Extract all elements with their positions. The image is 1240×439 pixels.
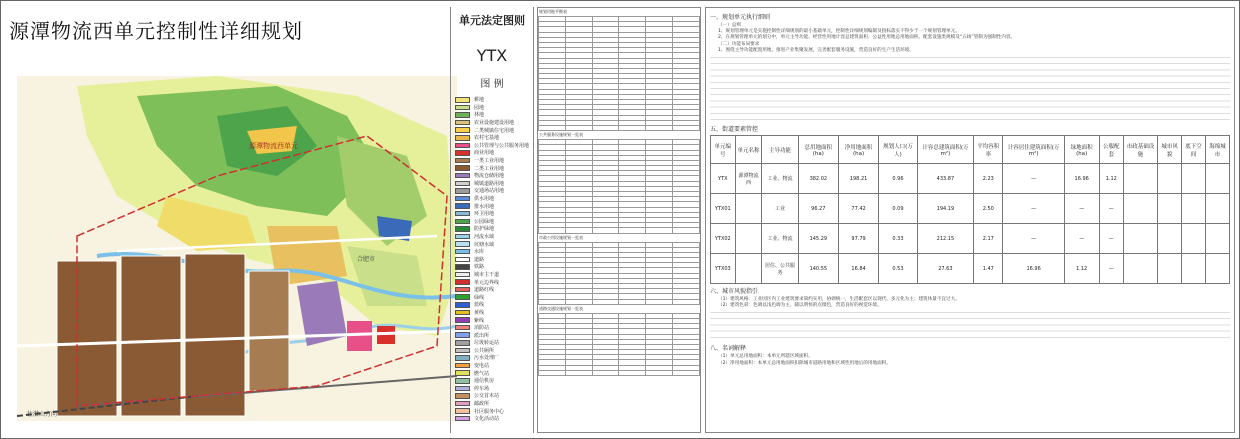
legend-item — [455, 354, 533, 362]
unit-control-table — [710, 135, 1230, 284]
legend-label: 商业用地 — [474, 150, 495, 157]
paragraph: （1）单元总用地面积：本单元所辖区域面积。 — [718, 354, 813, 360]
paragraph: 2、在规划管理单元的划分中，单元主导功能、经营性用地计容总建筑面积、公益性用地总用地面积、配套设施类规模及“五线”管制为强制性内容。 — [718, 35, 1016, 41]
legend-swatch — [455, 249, 470, 255]
legend-swatch — [455, 226, 470, 232]
legend-label: 绿线 — [474, 294, 485, 301]
legend-swatch — [455, 211, 470, 217]
table-cell: — — [1003, 164, 1064, 194]
table-cell: 1.47 — [974, 254, 1003, 284]
legend-label: 农村宅基地 — [474, 135, 500, 142]
legend-label: 园地 — [474, 104, 485, 111]
legend-swatch — [455, 279, 470, 285]
table-header-cell: 单元编号 — [711, 136, 736, 164]
legend-panel — [450, 7, 534, 433]
table-cell — [1182, 194, 1206, 224]
paragraph-filler — [710, 309, 1230, 341]
legend-item — [455, 225, 533, 233]
legend-swatch — [455, 241, 470, 247]
legend-label: 坑塘水域 — [474, 241, 495, 248]
table-cell: 16.96 — [1003, 254, 1064, 284]
table-header-cell: 海绵城市 — [1205, 136, 1229, 164]
table-cell: 工业、物流 — [762, 224, 798, 254]
table-cell — [1123, 254, 1157, 284]
legend-item — [455, 104, 533, 112]
table-cell: 0.96 — [879, 164, 918, 194]
table-cell: — — [1064, 224, 1099, 254]
legend-item — [455, 278, 533, 286]
section-title: 八、名词解释 — [710, 345, 747, 353]
table-header-cell: 底下空间 — [1182, 136, 1206, 164]
table-header-cell: 绿地面积(ha) — [1064, 136, 1099, 164]
land-use-map — [17, 76, 457, 421]
legend-item — [455, 240, 533, 248]
table-cell: YTX02 — [711, 224, 736, 254]
table-cell: — — [1064, 194, 1099, 224]
table-row — [711, 164, 1230, 194]
table-cell — [1205, 224, 1229, 254]
table-cell — [673, 299, 700, 304]
section-title: 一、规划单元执行细则 — [710, 14, 771, 21]
table-header-cell: 总用地面积(ha) — [798, 136, 838, 164]
legend-item — [455, 362, 533, 370]
table-cell: YTX — [711, 164, 736, 194]
legend-label: 黄线 — [474, 309, 485, 316]
legend-swatch — [455, 408, 470, 414]
table-cell — [735, 194, 762, 224]
paragraph-filler — [710, 54, 1230, 122]
legend-label: 林地 — [474, 112, 485, 119]
legend-item — [455, 164, 533, 172]
legend-label: 公园绿地 — [474, 218, 495, 225]
table-cell — [735, 254, 762, 284]
table-cell: 194.19 — [917, 194, 973, 224]
legend-item — [455, 324, 533, 332]
table-cell — [565, 228, 592, 233]
table-cell — [673, 370, 700, 375]
table-cell: — — [1099, 194, 1123, 224]
table-cell — [673, 125, 700, 130]
legend-swatch — [455, 378, 470, 384]
legend-label: 河流水域 — [474, 233, 495, 240]
paragraph: （2）建筑色彩：色调以浅色调为主，辅以明快的点缀色，营造良好的视觉环境。 — [718, 303, 882, 309]
table-caption-public: 公共服务设施规划一览表 — [539, 132, 583, 138]
table-header-cell: 城市风貌 — [1158, 136, 1182, 164]
table-cell — [539, 228, 566, 233]
table-cell: 198.21 — [838, 164, 878, 194]
legend-swatch — [455, 310, 470, 316]
legend-item — [455, 255, 533, 263]
table-cell: 16.96 — [1064, 164, 1099, 194]
legend-item — [455, 172, 533, 180]
legend-item — [455, 400, 533, 408]
table-cell: 0.09 — [879, 194, 918, 224]
table-cell: — — [1003, 224, 1064, 254]
table-row — [711, 254, 1230, 284]
legend-label: 公共管理与公共服务用地 — [474, 142, 530, 149]
table-cell — [619, 228, 646, 233]
legend-label: 水库 — [474, 249, 485, 256]
legend-item — [455, 126, 533, 134]
legend-label: 城市主干道 — [474, 271, 500, 278]
legend-item — [455, 369, 533, 377]
legend-item — [455, 202, 533, 210]
table-cell: 1.12 — [1099, 164, 1123, 194]
legend-label: 防护绿地 — [474, 226, 495, 233]
legend-label: 派出所 — [474, 332, 490, 339]
legend-item — [455, 331, 533, 339]
table-cell — [1158, 164, 1182, 194]
map-label-unit: 源潭物流西单元 — [249, 142, 298, 150]
legend-item — [455, 339, 533, 347]
legend-swatch — [455, 203, 470, 209]
legend-swatch — [455, 401, 470, 407]
legend-swatch — [455, 386, 470, 392]
table-cell: — — [1003, 194, 1064, 224]
landuse-table — [538, 16, 700, 131]
table-cell — [592, 299, 619, 304]
legend-label: 公交首末站 — [474, 393, 500, 400]
legend-swatch — [455, 317, 470, 323]
table-cell: 工业、物流 — [762, 164, 798, 194]
legend-label: 文化活动站 — [474, 416, 500, 423]
legend-swatch — [455, 219, 470, 225]
legend-swatch — [455, 370, 470, 376]
table-cell — [619, 370, 646, 375]
paragraph: （二）功能布局要求 — [718, 41, 760, 47]
legend-swatch — [455, 165, 470, 171]
legend-swatch — [455, 97, 470, 103]
legend-swatch — [455, 294, 470, 300]
table-row — [711, 224, 1230, 254]
legend-swatch — [455, 302, 470, 308]
table-cell: 27.63 — [917, 254, 973, 284]
table-cell — [1205, 164, 1229, 194]
table-cell: 433.87 — [917, 164, 973, 194]
legend-item — [455, 195, 533, 203]
legend-swatch — [455, 393, 470, 399]
legend-label: 变电站 — [474, 363, 490, 370]
table-cell: — — [1099, 224, 1123, 254]
legend-swatch — [455, 257, 470, 263]
table-cell — [592, 370, 619, 375]
table-cell: — — [1099, 254, 1123, 284]
table-cell — [1123, 224, 1157, 254]
legend-swatch — [455, 363, 470, 369]
table-header-cell: 单元名称 — [735, 136, 762, 164]
legend-item — [455, 218, 533, 226]
legend-item — [455, 407, 533, 415]
legend-label: 物流仓储用地 — [474, 173, 505, 180]
legend-item — [455, 293, 533, 301]
table-cell — [539, 370, 566, 375]
legend-label: 交通场站用地 — [474, 188, 505, 195]
table-cell — [646, 370, 673, 375]
legend-item — [455, 392, 533, 400]
table-cell — [565, 125, 592, 130]
legend-item — [455, 180, 533, 188]
table-cell — [539, 299, 566, 304]
table-cell: 工业 — [762, 194, 798, 224]
legend-swatch — [455, 150, 470, 156]
table-header-cell: 平均容积率 — [974, 136, 1003, 164]
table-cell: 居住、公共服务 — [762, 254, 798, 284]
table-cell — [673, 228, 700, 233]
legend-list — [451, 96, 533, 423]
table-cell — [646, 228, 673, 233]
legend-swatch — [455, 120, 470, 126]
table-cell: 140.55 — [798, 254, 838, 284]
table-cell — [1182, 164, 1206, 194]
page-title: 源潭物流西单元控制性详细规划 — [9, 19, 303, 43]
table-row — [711, 194, 1230, 224]
table-cell — [1158, 254, 1182, 284]
legend-item — [455, 316, 533, 324]
table-cell — [1158, 194, 1182, 224]
legend-label: 消防站 — [474, 325, 490, 332]
map-label-city: 合肥市 — [357, 256, 376, 263]
legend-item — [455, 248, 533, 256]
paragraph: （一）总则 — [718, 23, 741, 28]
legend-swatch — [455, 196, 470, 202]
table-cell: YTX01 — [711, 194, 736, 224]
legend-label: 紫线 — [474, 317, 485, 324]
legend-item — [455, 134, 533, 142]
table-header-cell: 市政基础设施 — [1123, 136, 1157, 164]
legend-swatch — [455, 264, 470, 270]
legend-item — [455, 111, 533, 119]
municipal-table — [538, 242, 700, 305]
data-tables-panel — [537, 7, 701, 433]
paragraph: （1）建筑风格：工业园区内工业建筑要求简约实用，协调统一，生活配套区以现代、多元化为主；建筑体量不宜过大。 — [718, 297, 960, 303]
legend-item — [455, 263, 533, 271]
table-cell — [1123, 164, 1157, 194]
table-header-cell: 主导功能 — [762, 136, 798, 164]
legend-label: 农业设施建设用地 — [474, 120, 515, 127]
table-caption-landuse: 规划用地平衡表 — [539, 9, 567, 14]
table-cell — [646, 299, 673, 304]
table-header-cell: 公服配套 — [1099, 136, 1123, 164]
legend-label: 二类城镇住宅用地 — [474, 127, 515, 134]
legend-item — [455, 210, 533, 218]
table-cell — [619, 125, 646, 130]
table-cell — [565, 299, 592, 304]
table-cell: YTX03 — [711, 254, 736, 284]
table-cell — [1182, 224, 1206, 254]
table-cell: 1.12 — [1064, 254, 1099, 284]
table-row — [539, 228, 700, 233]
table-cell — [1205, 194, 1229, 224]
legend-swatch — [455, 416, 470, 422]
table-caption-traffic: 道路交通设施规划一览表 — [539, 305, 583, 311]
table-cell — [592, 228, 619, 233]
legend-item — [455, 286, 533, 294]
legend-label: 邮政所 — [474, 401, 490, 408]
table-caption-municipal: 市政公用设施规划一览表 — [539, 234, 583, 240]
legend-label: 排水用地 — [474, 203, 495, 210]
legend-swatch — [455, 135, 470, 141]
paragraph: 1、规划管理单元是实施控制性详细规划的最小基础单元，控制性详细规划编制及指标落实不得少于一个规划管理单元。 — [718, 29, 960, 35]
legend-swatch — [455, 181, 470, 187]
legend-label: 燃气站 — [474, 370, 490, 377]
legend-label: 耕地 — [474, 97, 485, 104]
paragraph: 1、围绕主导功能配置用地，推进产业集聚发展，完善配套服务设施，营造良好的生产生活环境。 — [718, 47, 914, 53]
traffic-table — [538, 313, 700, 376]
legend-item — [455, 96, 533, 104]
section-title: 六、城市风貌指引 — [710, 288, 759, 296]
table-cell — [1158, 224, 1182, 254]
unit-code: YTX — [476, 46, 508, 65]
legend-swatch — [455, 287, 470, 293]
legend-swatch — [455, 340, 470, 346]
legend-item — [455, 149, 533, 157]
table-header-cell: 计容总建筑面积(万m²) — [917, 136, 973, 164]
legend-swatch — [455, 158, 470, 164]
table-cell: 源潭物流西 — [735, 164, 762, 194]
table-cell — [619, 299, 646, 304]
table-cell — [539, 125, 566, 130]
legend-item — [455, 377, 533, 385]
legend-label: 污水处理厂 — [474, 355, 500, 362]
table-cell: 2.17 — [974, 224, 1003, 254]
table-cell: 212.15 — [917, 224, 973, 254]
legend-label: 环卫用地 — [474, 211, 495, 218]
legend-swatch — [455, 234, 470, 240]
section-title: 五、街道要素管控 — [710, 126, 759, 134]
legend-item — [455, 187, 533, 195]
legend-label: 通信机房 — [474, 378, 495, 385]
table-cell: 0.33 — [879, 224, 918, 254]
legend-label: 道路红线 — [474, 287, 495, 294]
legend-swatch — [455, 332, 470, 338]
table-header-cell: 计容居住建筑面积(万m²) — [1003, 136, 1064, 164]
legend-item — [455, 309, 533, 317]
table-cell — [1123, 194, 1157, 224]
legend-item — [455, 347, 533, 355]
table-cell — [592, 125, 619, 130]
legend-swatch — [455, 325, 470, 331]
legend-swatch — [455, 143, 470, 149]
table-cell — [1205, 254, 1229, 284]
table-row — [539, 125, 700, 130]
legend-label: 二类工业用地 — [474, 165, 505, 172]
legend-label: 城镇道路用地 — [474, 180, 505, 187]
table-cell: 97.79 — [838, 224, 878, 254]
legend-swatch — [455, 355, 470, 361]
legend-subtitle: 图 例 — [480, 79, 504, 90]
table-cell: 145.29 — [798, 224, 838, 254]
table-row — [539, 299, 700, 304]
legend-item — [455, 119, 533, 127]
legend-label: 一类工业用地 — [474, 158, 505, 165]
table-cell: 16.84 — [838, 254, 878, 284]
table-cell — [735, 224, 762, 254]
table-header-cell: 规划人口(万人) — [879, 136, 918, 164]
public-service-table — [538, 139, 700, 233]
legend-label: 社区服务中心 — [474, 408, 505, 415]
legend-item — [455, 385, 533, 393]
map-label-direction: 往潜山方向 — [27, 411, 58, 418]
table-cell: 2.50 — [974, 194, 1003, 224]
legend-swatch — [455, 272, 470, 278]
paragraph: （2）净用地面积：本单元总用地面积扣除城市道路用地和区域性用地后的用地面积。 — [718, 360, 891, 366]
legend-swatch — [455, 112, 470, 118]
table-cell: 77.42 — [838, 194, 878, 224]
legend-item — [455, 301, 533, 309]
legend-label: 公共厕所 — [474, 347, 495, 354]
legend-header: 单元法定图则 — [459, 14, 525, 27]
table-cell: 96.27 — [798, 194, 838, 224]
legend-item — [455, 233, 533, 241]
legend-label: 蓝线 — [474, 302, 485, 309]
legend-label: 供水用地 — [474, 196, 495, 203]
table-row — [539, 370, 700, 375]
table-cell — [565, 370, 592, 375]
legend-item — [455, 142, 533, 150]
legend-item — [455, 415, 533, 423]
legend-label: 垃圾转运站 — [474, 340, 500, 347]
table-cell: 382.02 — [798, 164, 838, 194]
legend-swatch — [455, 105, 470, 111]
table-cell: 0.53 — [879, 254, 918, 284]
legend-swatch — [455, 127, 470, 133]
legend-swatch — [455, 188, 470, 194]
legend-label: 停车场 — [474, 385, 490, 392]
table-cell: 2.23 — [974, 164, 1003, 194]
legend-item — [455, 157, 533, 165]
legend-item — [455, 271, 533, 279]
legend-label: 铁路 — [474, 264, 485, 271]
table-cell — [1182, 254, 1206, 284]
regulation-text-panel — [705, 7, 1235, 433]
legend-swatch — [455, 348, 470, 354]
table-cell — [646, 125, 673, 130]
legend-swatch — [455, 173, 470, 179]
legend-label: 单元边界线 — [474, 279, 500, 286]
table-header-cell: 净用地面积(ha) — [838, 136, 878, 164]
legend-label: 道路 — [474, 256, 485, 263]
